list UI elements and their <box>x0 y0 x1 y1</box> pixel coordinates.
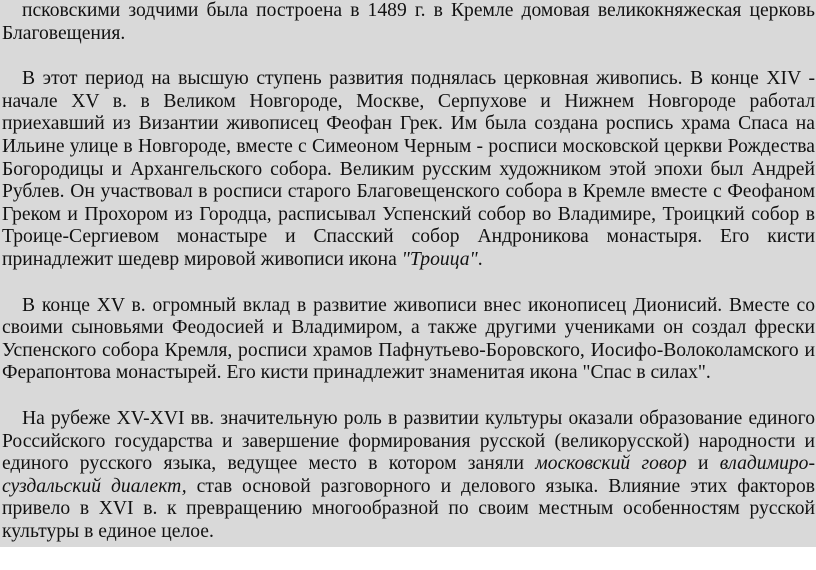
paragraph-gap <box>2 45 815 68</box>
paragraph-continuation <box>2 0 815 45</box>
paragraph-gap <box>2 272 815 295</box>
paragraph-text: В конце XV в. огромный вклад в развитие живописи внес иконописец Дионисий. Вместе со своими сыновьями Феодосией и Владимиром, а также другими учениками он создал фрески Успенского собора Кремля, росписи храмов Пафнутьево-Боровского, Иосифо-Волоколамского и Ферапонтова монастырей. Его кисти принадлежит знаменитая икона "Спас в силах". <box>2 294 815 384</box>
paragraph-text: став основой разговорного и делового языка. Влияние этих факторов привело в XVI в. к превращению многообразной по своим местным особенностям русской культуры в единое целое. <box>2 475 816 542</box>
paragraph-end: . <box>477 248 483 270</box>
icon-title-trinity: "Троица" <box>401 248 478 270</box>
paragraph-gap <box>2 385 815 408</box>
paragraph-text: псковскими зодчими была построена в 1489 г. в Кремле домовая великокняжеская церковь Благовещения. <box>2 0 815 44</box>
paragraph-dionisy <box>2 295 815 385</box>
paragraph-text-mid: и <box>686 453 720 475</box>
italic-term-vladimir-dialect: владимиро-суздальский диалект, <box>2 453 815 497</box>
italic-term-moscow-dialect: московский говор <box>535 453 687 475</box>
paragraph-russian-state <box>2 408 815 544</box>
paragraph-text: На рубеже XV-XVI вв. значительную роль в развитии культуры оказали образование единого Российского государства и завершение формирования русской (великорусской) народности и единого русского языка, ведущее место в котором заняли <box>2 407 815 475</box>
paragraph-church-painting <box>2 68 815 271</box>
paragraph-text: В этот период на высшую ступень развития поднялась церковная живопись. В конце XIV - начале XV в. в Великом Новгороде, Москве, Серпухове и Нижнем Новгороде работал приехавший из Византии живописец Феофан Грек. Им была создана роспись храма Спаса на Ильине улице в Новгороде, вместе с Симеоном Черным - росписи московской церкви Рождества Богородицы и Архангельского собора. Великим русским художником этой эпохи был Андрей Рублев. Он участвовал в росписи старого Благовещенского собора в Кремле вместе с Феофаном Греком и Прохором из Городца, расписывал Успенский собор во Владимире, Троицкий собор в Троице-Сергиевом монастыре и Спасский собор Андроникова монастыря. Его кисти принадлежит шедевр мировой живописи икона <box>2 68 815 270</box>
